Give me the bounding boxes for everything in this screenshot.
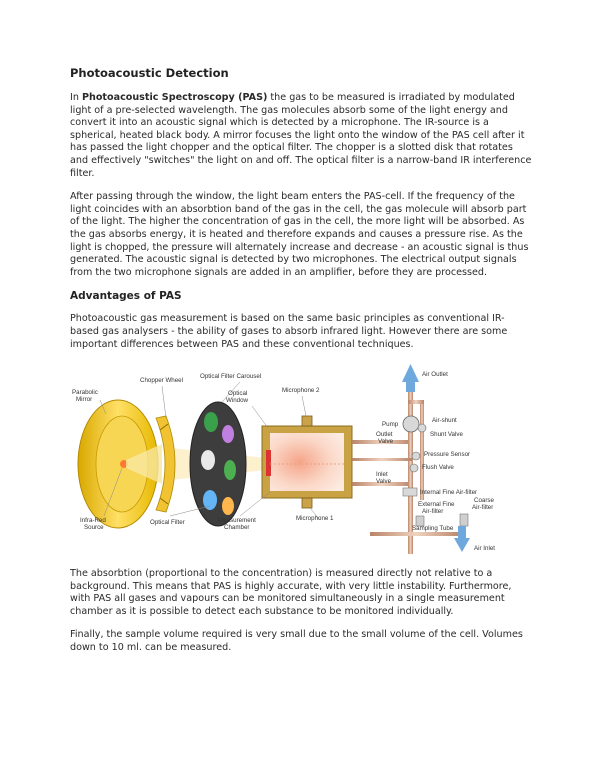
label-coarse-filter-2: Air-filter — [472, 504, 494, 512]
label-shunt-valve: Shunt Valve — [430, 431, 463, 439]
label-measurement-chamber-1: Measurement — [218, 517, 256, 525]
air-shunt-tube-top — [408, 400, 424, 404]
label-outlet-valve-2: Valve — [378, 438, 394, 446]
label-measurement-chamber-2: Chamber — [224, 524, 250, 532]
label-microphone2: Microphone 2 — [282, 387, 320, 395]
accuracy-paragraph: The absorbtion (proportional to the concentration) is measured directly not relative to a background. This means that PAS is highly accurate, with very little instability. Furthermore, with PAS all gases and vapours can be monitored simultaneously in a single measurement chamber as it is possible to detect each substance to be monitored individually. — [70, 568, 512, 617]
label-external-filter-2: Air-filter — [422, 508, 444, 516]
pump-shape — [403, 416, 419, 432]
label-chopper-wheel: Chopper Wheel — [140, 377, 183, 385]
flush-tube — [352, 458, 412, 461]
label-inlet-valve-1: Inlet — [376, 471, 388, 479]
section-heading: Advantages of PAS — [70, 290, 182, 303]
air-outlet-stem — [406, 380, 415, 392]
label-air-outlet: Air Outlet — [422, 371, 448, 379]
page-title: Photoacoustic Detection — [70, 66, 229, 80]
pas-diagram — [70, 360, 532, 556]
coarse-filter-shape — [460, 514, 468, 526]
label-infrared-source-1: Infra-Red — [80, 517, 106, 525]
label-pressure-sensor: Pressure Sensor — [424, 451, 471, 459]
document-page — [70, 66, 532, 666]
filter-lens-6 — [222, 497, 234, 515]
microphone2-shape — [302, 416, 312, 426]
label-microphone1: Microphone 1 — [296, 515, 334, 523]
sampling-tube-shape — [370, 532, 462, 536]
label-parabolic-mirror-2: Mirror — [76, 396, 93, 404]
microphone1-shape — [302, 498, 312, 508]
air-inlet-arrow — [454, 538, 470, 552]
flush-valve-shape — [410, 464, 418, 472]
pas-term: Photoacoustic Spectroscopy (PAS) — [81, 92, 268, 103]
volume-paragraph: Finally, the sample volume required is very small due to the small volume of the cell. Volumes down to 10 ml. can be measured. — [70, 629, 523, 654]
air-outlet-arrow — [402, 364, 419, 382]
label-internal-filter: Internal Fine Air-filter — [420, 489, 478, 497]
intro-body: the gas to be measured is irradiated by modulated light of a pre-selected wavelength. The gas molecules absorb some of the light energy and convert it into an acoustic signal which is detected by a microphone. The IR-source is a spherical, heated black body. A mirror focuses the light onto the window of the PAS cell after it has passed the light chopper and the optical filter. The chopper is a slotted disk that rotates and effectively "switches" the light on and off. The optical filter is a narrow-band IR interference filter. — [70, 92, 532, 179]
advantages-paragraph: Photoacoustic gas measurement is based on the same basic principles as conventional IR-based gas analysers - the ability of gases to absorb infrared light. However there are some important differences between PAS and these conventional techniques. — [70, 313, 508, 350]
filter-lens-4 — [224, 460, 236, 480]
label-infrared-source-2: Source — [84, 524, 104, 532]
label-external-filter-1: External Fine — [418, 501, 455, 509]
label-optical-window-1: Optical — [228, 390, 248, 398]
intro-prefix: In — [70, 92, 82, 103]
filter-lens-2 — [222, 425, 234, 443]
shunt-valve-shape — [418, 424, 426, 432]
filter-lens-3 — [201, 450, 215, 470]
label-filter-carousel: Optical Filter Carousel — [200, 373, 262, 381]
pas-diagram-svg — [70, 360, 532, 556]
label-coarse-filter-1: Coarse — [474, 497, 494, 505]
label-air-shunt: Air-shunt — [432, 417, 457, 425]
intro-paragraph — [70, 92, 532, 180]
label-sampling-tube: Sampling Tube — [412, 525, 454, 533]
filter-lens-1 — [204, 412, 218, 432]
label-outlet-valve-1: Outlet — [376, 431, 393, 439]
internal-filter-shape — [403, 488, 417, 496]
shunt-tube — [420, 400, 424, 500]
label-optical-filter: Optical Filter — [150, 519, 185, 527]
label-parabolic-mirror-1: Parabolic — [72, 389, 98, 397]
filter-carousel-shape — [190, 402, 246, 526]
label-optical-window-2: Window — [226, 397, 249, 405]
optical-window-shape — [266, 450, 271, 476]
process-paragraph: After passing through the window, the light beam enters the PAS-cell. If the frequency of the light coincides with an absorbtion band of the gas in the cell, the gas molecule will absorb part of the light. The higher the concentration of gas in the cell, the more light will be absorbed. As the gas absorbs energy, it is heated and therefore expands and causes a pressure rise. As the light is chopped, the pressure will alternately increase and decrease - an acoustic signal is thus generated. The acoustic signal is detected by two microphones. The electrical output signals from the two microphone signals are added in an amplifier, before they are processed. — [70, 191, 529, 278]
label-pump: Pump — [382, 421, 399, 429]
air-inlet-stem — [458, 526, 466, 540]
label-air-inlet: Air Inlet — [474, 545, 495, 553]
pressure-sensor-shape — [412, 452, 420, 460]
label-flush-valve: Flush Valve — [422, 464, 454, 472]
measurement-chamber-body — [270, 433, 344, 491]
label-inlet-valve-2: Valve — [376, 478, 392, 486]
